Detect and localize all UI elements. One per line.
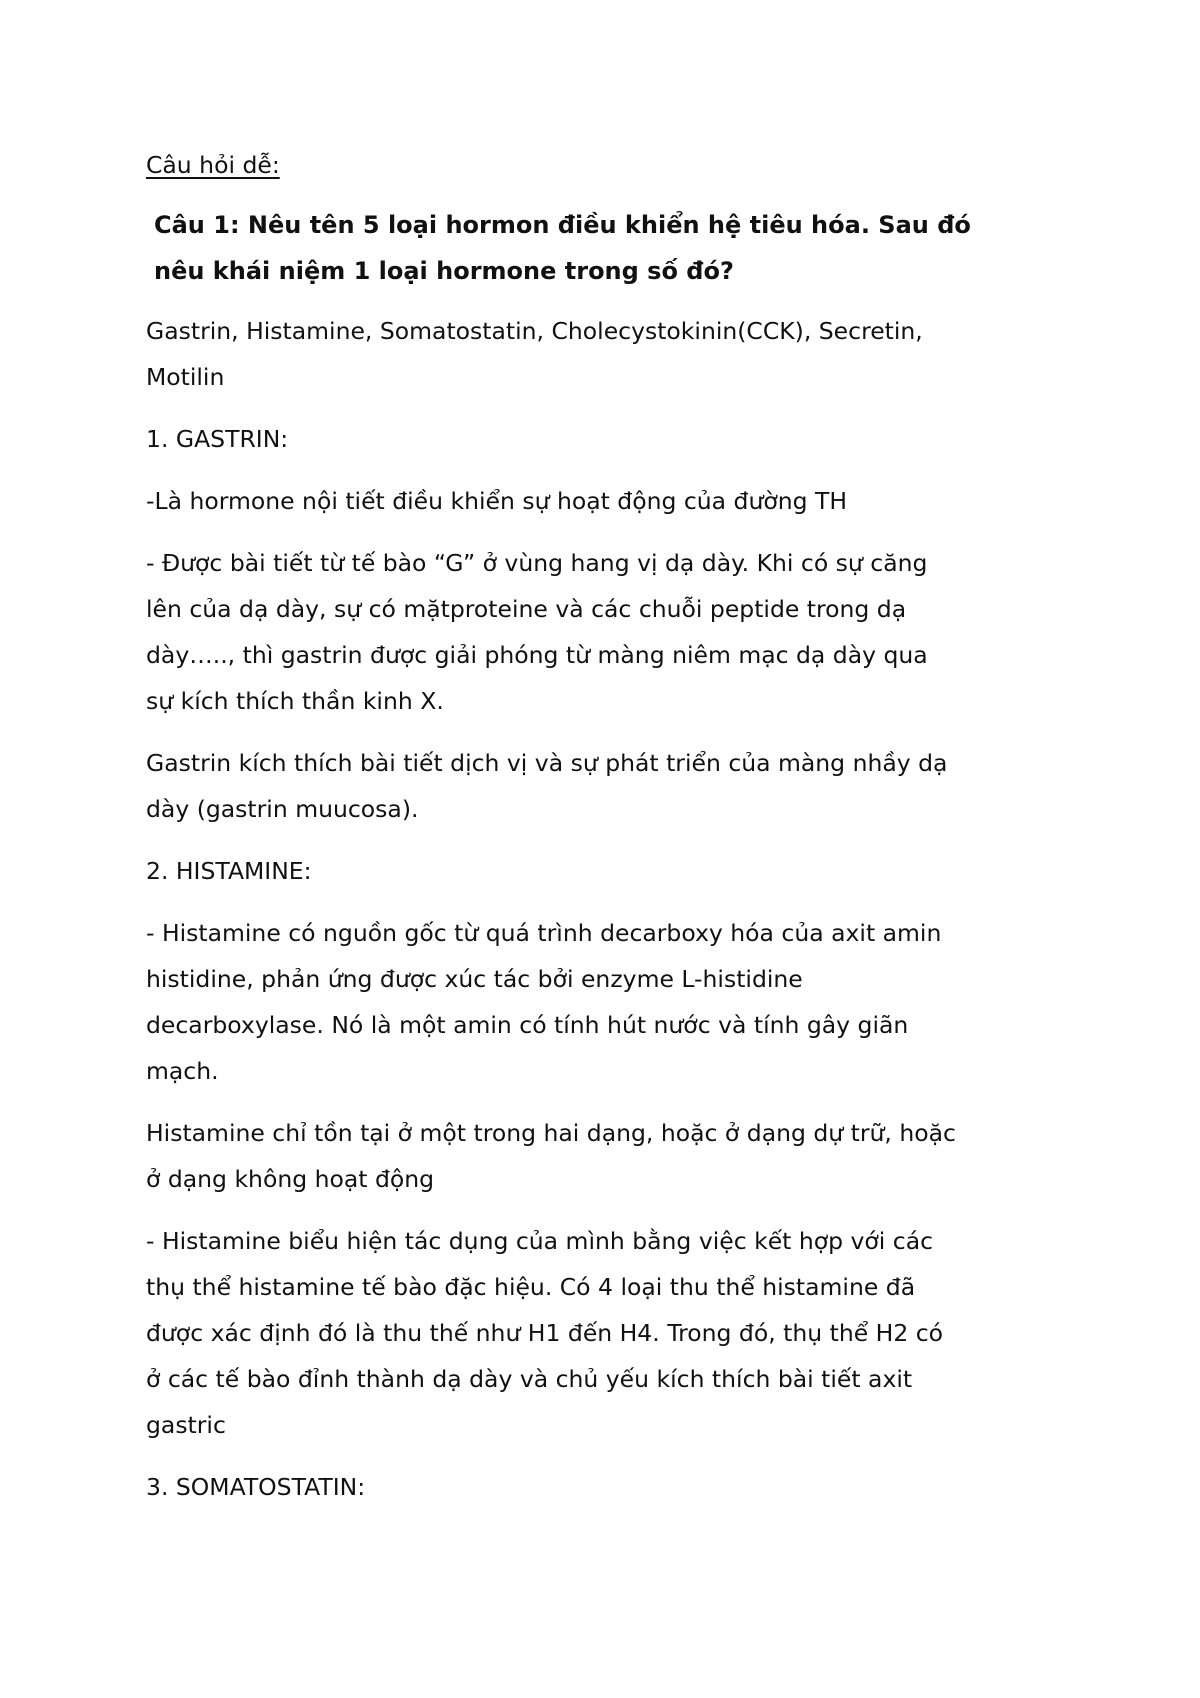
text-line: - Histamine có nguồn gốc từ quá trình decarboxy hóa của axit amin [146,919,942,947]
text-line: Motilin [146,363,225,391]
text-line: 1. GASTRIN: [146,425,289,453]
text-line: Histamine chỉ tồn tại ở một trong hai dạng, hoặc ở dạng dự trữ, hoặc [146,1119,956,1147]
text-line: - Histamine biểu hiện tác dụng của mình bằng việc kết hợp với các [146,1227,934,1255]
text-line: gastric [146,1411,226,1439]
paragraph [146,478,1066,524]
hormone-list [146,308,1066,400]
paragraph [146,910,1066,1094]
text-line: dày (gastrin muucosa). [146,795,419,823]
paragraph [146,540,1066,724]
text-line: thụ thể histamine tế bào đặc hiệu. Có 4 loại thu thể histamine đã [146,1273,916,1301]
subheading-histamine [146,848,1066,894]
subheading-gastrin [146,416,1066,462]
paragraph [146,740,1066,832]
paragraph [146,1110,1066,1202]
text-line: Gastrin, Histamine, Somatostatin, Cholecystokinin(CCK), Secretin, [146,317,923,345]
text-line: sự kích thích thần kinh X. [146,687,444,715]
question-line: nêu khái niệm 1 loại hormone trong số đó? [154,257,734,285]
section-heading: Câu hỏi dễ: [146,151,280,179]
text-line: -Là hormone nội tiết điều khiển sự hoạt động của đường TH [146,487,848,515]
text-line: lên của dạ dày, sự có mặtproteine và các chuỗi peptide trong dạ [146,595,907,623]
text-line: - Được bài tiết từ tế bào “G” ở vùng hang vị dạ dày. Khi có sự căng [146,549,928,577]
text-line: mạch. [146,1057,219,1085]
paragraph [146,1218,1066,1448]
text-line: Gastrin kích thích bài tiết dịch vị và sự phát triển của màng nhầy dạ [146,749,948,777]
question-line: Câu 1: Nêu tên 5 loại hormon điều khiển hệ tiêu hóa. Sau đó [154,211,971,239]
question-1 [154,202,1066,294]
text-line: decarboxylase. Nó là một amin có tính hút nước và tính gây giãn [146,1011,909,1039]
text-line: ở các tế bào đỉnh thành dạ dày và chủ yếu kích thích bài tiết axit [146,1365,913,1393]
text-line: ở dạng không hoạt động [146,1165,435,1193]
text-line: 3. SOMATOSTATIN: [146,1473,366,1501]
text-line: dày….., thì gastrin được giải phóng từ màng niêm mạc dạ dày qua [146,641,928,669]
text-line: histidine, phản ứng được xúc tác bởi enzyme L-histidine [146,965,803,993]
document-body [146,142,1066,1526]
subheading-somatostatin [146,1464,1066,1510]
text-line: 2. HISTAMINE: [146,857,312,885]
text-line: được xác định đó là thu thế như H1 đến H4. Trong đó, thụ thể H2 có [146,1319,944,1347]
